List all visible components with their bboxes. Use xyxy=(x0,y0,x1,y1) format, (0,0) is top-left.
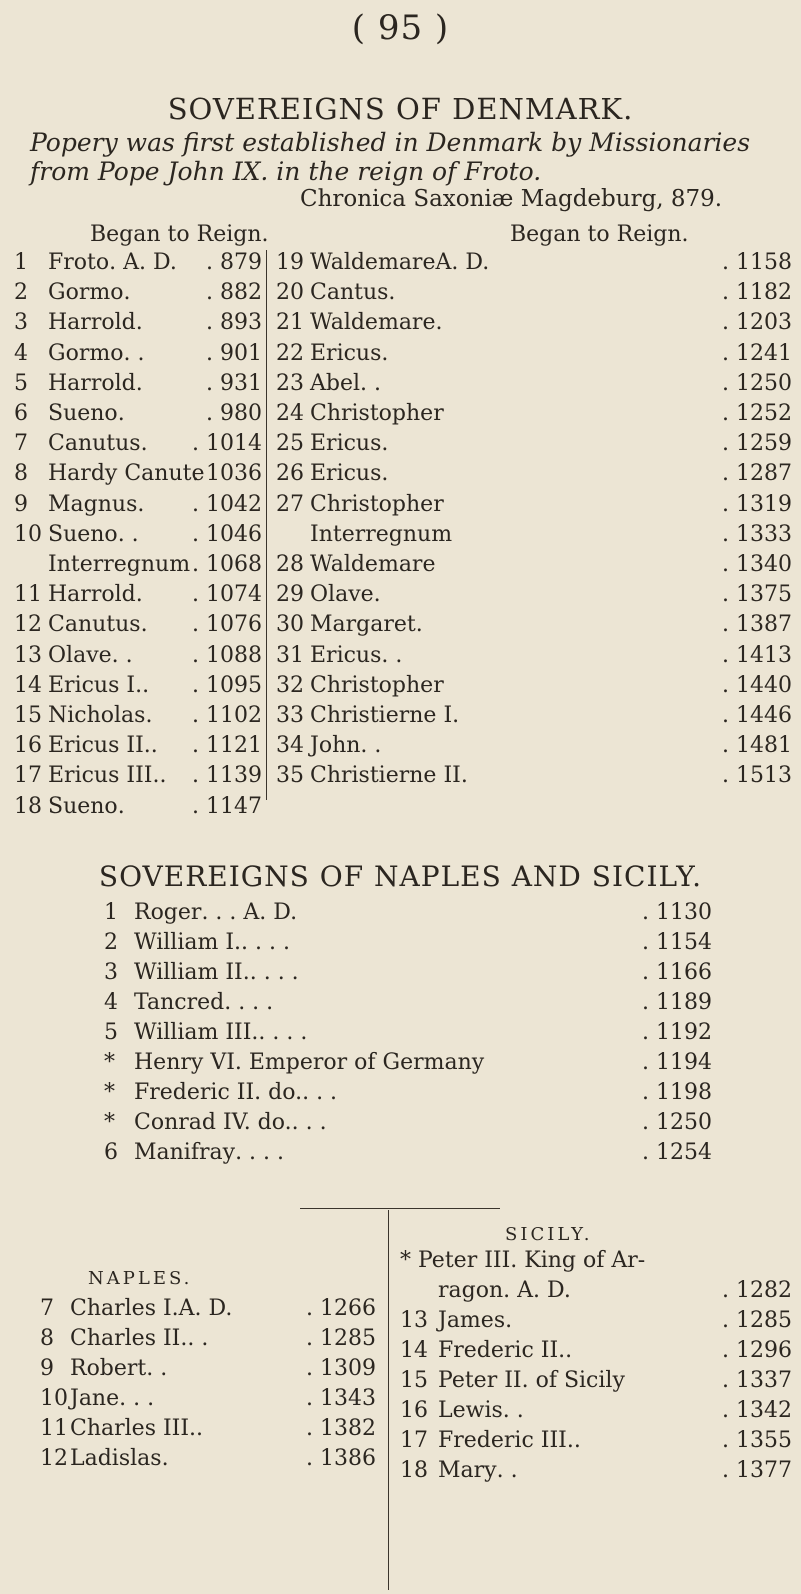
sovereign-name: Frederic II. xyxy=(438,1338,566,1363)
sovereign-name: William II. xyxy=(134,960,250,985)
reign-year: . 1387 xyxy=(722,612,792,638)
list-item xyxy=(40,1384,376,1414)
sovereign-name: Sueno xyxy=(48,521,118,547)
leader-dots: . xyxy=(573,1428,581,1453)
list-item xyxy=(276,580,792,610)
reign-year: . 1158 xyxy=(722,250,792,275)
list-item xyxy=(40,1444,376,1474)
reign-year: . 1130 xyxy=(642,900,712,925)
leader-dots: . xyxy=(135,310,143,336)
sovereign-name: Sueno xyxy=(48,793,118,819)
leader-dots: . . xyxy=(360,370,382,396)
reign-year: . 1250 xyxy=(722,370,792,396)
list-item xyxy=(14,459,262,489)
reign-year: . 1342 xyxy=(722,1398,792,1423)
entry-number: 29 xyxy=(276,582,304,608)
reign-year: . 1074 xyxy=(192,582,262,608)
list-item xyxy=(276,308,792,338)
entry-number: 12 xyxy=(14,612,42,638)
reign-year: . 1189 xyxy=(642,990,712,1015)
entry-number: 2 xyxy=(14,280,28,306)
leader-dots: . xyxy=(159,763,167,789)
entry-number: 17 xyxy=(14,763,42,789)
sovereign-name: Canutus xyxy=(48,431,141,457)
entry-number: 8 xyxy=(40,1326,54,1351)
reign-year: . 1139 xyxy=(192,763,262,789)
list-item xyxy=(104,988,712,1018)
list-item xyxy=(104,928,712,958)
reign-year: . 1287 xyxy=(722,461,792,487)
list-item xyxy=(276,671,792,701)
list-item xyxy=(400,1336,792,1366)
sovereign-name: Ericus xyxy=(310,461,382,487)
list-item xyxy=(276,399,792,429)
entry-number: 15 xyxy=(14,703,42,728)
list-item xyxy=(104,1138,712,1168)
sovereign-name: Charles III. xyxy=(70,1416,197,1441)
leader-dots: . xyxy=(135,370,143,396)
leader-dots: . . xyxy=(496,1458,518,1483)
entry-number: 7 xyxy=(14,431,28,457)
entry-number: 31 xyxy=(276,642,304,668)
sovereign-name: Ericus III. xyxy=(48,763,160,789)
reign-year: . 1147 xyxy=(192,793,262,819)
sovereign-name: Manifray xyxy=(134,1140,236,1165)
leader-dots: . xyxy=(381,461,389,487)
leader-dots: . . . . xyxy=(249,960,299,985)
sovereign-name: Charles II. xyxy=(70,1326,188,1351)
list-item xyxy=(14,278,262,308)
list-item xyxy=(104,1108,712,1138)
entry-number: 10 xyxy=(14,521,42,547)
column-divider xyxy=(266,250,267,800)
entry-number: 35 xyxy=(276,763,304,789)
entry-number: 21 xyxy=(276,310,304,336)
reign-year: . 1513 xyxy=(722,763,792,789)
sovereign-name: Interregnum xyxy=(310,521,453,547)
leader-dots: . xyxy=(161,1446,169,1471)
sovereign-name: Magnus xyxy=(48,491,138,517)
leader-dots: . . . xyxy=(291,1110,327,1135)
entry-number: 1 xyxy=(104,900,118,925)
reign-year: . 1252 xyxy=(722,401,792,426)
entry-number: 5 xyxy=(104,1020,118,1045)
list-item xyxy=(400,1396,792,1426)
sovereign-name: Olave xyxy=(310,582,374,608)
list-item xyxy=(14,339,262,369)
reign-year: . 1014 xyxy=(192,431,262,457)
list-item xyxy=(14,792,262,822)
entry-number: * xyxy=(104,1050,115,1075)
sovereign-name: Peter II. of Sicily xyxy=(438,1368,625,1393)
entry-number: 34 xyxy=(276,733,304,759)
entry-number: 8 xyxy=(14,461,28,487)
entry-number: 3 xyxy=(14,310,28,336)
entry-number: 6 xyxy=(104,1140,118,1165)
reign-year: . 1250 xyxy=(642,1110,712,1135)
sovereign-name: Christopher xyxy=(310,401,444,426)
reign-year: . 1036 xyxy=(192,461,262,487)
reign-year: . 1337 xyxy=(722,1368,792,1393)
entry-number: 19 xyxy=(276,250,304,275)
list-item xyxy=(104,1078,712,1108)
list-item xyxy=(104,898,712,928)
list-item xyxy=(14,641,262,671)
entry-number: 23 xyxy=(276,370,304,396)
leader-dots: . . xyxy=(381,642,403,668)
leader-dots: . . xyxy=(187,1326,209,1351)
sicily-first-line: * Peter III. King of Ar- xyxy=(400,1248,646,1273)
entry-number: 4 xyxy=(104,990,118,1015)
intro-line-1: Popery was first established in Denmark by Missionaries xyxy=(30,128,751,157)
reign-year: . 1042 xyxy=(192,491,262,517)
leader-dots: . . . . xyxy=(258,1020,308,1045)
list-item xyxy=(14,610,262,640)
leader-dots: . . . xyxy=(119,1386,155,1411)
list-item xyxy=(104,1018,712,1048)
reign-year: . 879 xyxy=(206,250,262,275)
reign-year: . 1285 xyxy=(722,1308,792,1333)
reign-year: . 1203 xyxy=(722,310,792,336)
leader-dots: . . . . xyxy=(241,930,290,955)
entry-number: 26 xyxy=(276,461,304,487)
naples-sicily-divider xyxy=(388,1210,389,1590)
list-item xyxy=(40,1414,376,1444)
list-item xyxy=(276,429,792,459)
entry-number: 30 xyxy=(276,612,304,638)
entry-number: 12 xyxy=(40,1446,68,1471)
leader-dots: . . xyxy=(117,521,139,547)
reign-year: . 1046 xyxy=(192,521,262,547)
list-item xyxy=(276,610,792,640)
leader-dots: A. D. xyxy=(435,250,490,275)
sovereign-name: William III. xyxy=(134,1020,259,1045)
entry-number: 33 xyxy=(276,703,304,728)
list-item xyxy=(14,369,262,399)
entry-number: 25 xyxy=(276,431,304,457)
reign-year: . 1166 xyxy=(642,960,712,985)
sovereign-name: Ladislas xyxy=(70,1446,162,1471)
sovereign-name: Christopher xyxy=(310,672,444,698)
leader-dots: . xyxy=(196,1416,204,1441)
sovereign-name: Christierne II. xyxy=(310,763,468,789)
reign-year: . 1076 xyxy=(192,612,262,638)
reign-year: . 1382 xyxy=(306,1416,376,1441)
sovereign-name: Christopher xyxy=(310,491,444,517)
list-item xyxy=(276,459,792,489)
entry-number: 22 xyxy=(276,340,304,366)
list-item xyxy=(400,1366,792,1396)
entry-number: 7 xyxy=(40,1296,54,1321)
entry-number: 4 xyxy=(14,340,28,366)
sovereign-name: Sueno xyxy=(48,401,118,426)
leader-dots: . xyxy=(381,340,389,366)
entry-number: 18 xyxy=(14,793,42,819)
reign-year: . 1319 xyxy=(722,491,792,517)
list-item xyxy=(400,1306,792,1336)
list-item xyxy=(14,520,262,550)
reign-year: . 1121 xyxy=(192,733,262,759)
sovereign-name: ragon xyxy=(438,1278,504,1303)
entry-number: * xyxy=(104,1110,115,1135)
entry-number: 5 xyxy=(14,370,28,396)
reign-year: . 1194 xyxy=(642,1050,712,1075)
list-item xyxy=(400,1426,792,1456)
sovereign-name: Harrold xyxy=(48,582,136,608)
sovereign-name: Hardy Canute xyxy=(48,461,205,487)
leader-dots: . xyxy=(137,491,145,517)
reign-year: . 893 xyxy=(206,310,262,336)
leader-dots: . xyxy=(388,280,396,306)
sovereign-name: Henry VI. Emperor of Germany xyxy=(134,1050,485,1075)
list-item xyxy=(276,731,792,761)
list-item xyxy=(14,550,262,580)
reign-year: . 1068 xyxy=(192,552,262,577)
leader-dots: . . . . xyxy=(224,990,274,1015)
reign-year: . 1266 xyxy=(306,1296,376,1321)
sovereign-name: Olave xyxy=(48,642,112,668)
leader-dots: . xyxy=(135,582,143,608)
entry-number: 9 xyxy=(40,1356,54,1381)
list-item xyxy=(276,278,792,308)
leader-dots: . . xyxy=(360,733,382,759)
sovereign-name: Christierne I. xyxy=(310,703,460,728)
sovereign-name: Gormo xyxy=(48,340,124,366)
reign-year: . 1296 xyxy=(722,1338,792,1363)
sovereign-name: Tancred xyxy=(134,990,225,1015)
sovereign-name: Frederic II. do. xyxy=(134,1080,303,1105)
reign-year: . 1333 xyxy=(722,521,792,547)
entry-number: 6 xyxy=(14,401,28,426)
list-item xyxy=(276,550,792,580)
entry-number: 32 xyxy=(276,672,304,698)
list-item xyxy=(400,1456,792,1486)
leader-dots: . xyxy=(117,401,125,426)
reign-year: . 1340 xyxy=(722,552,792,577)
list-item xyxy=(276,520,792,550)
leader-dots: . . xyxy=(111,642,133,668)
reign-year: . 1088 xyxy=(192,642,262,668)
leader-dots: . xyxy=(117,793,125,819)
leader-dots: . A. D. xyxy=(109,250,177,275)
leader-dots: . xyxy=(140,612,148,638)
reign-year: . 1192 xyxy=(642,1020,712,1045)
list-item xyxy=(14,731,262,761)
leader-dots: . xyxy=(505,1308,513,1333)
reign-year: . 980 xyxy=(206,401,262,426)
list-item xyxy=(14,490,262,520)
leader-dots: . xyxy=(150,733,158,759)
entry-number: 11 xyxy=(40,1416,68,1441)
sovereign-name: Lewis xyxy=(438,1398,503,1423)
list-item xyxy=(14,580,262,610)
reign-year: . 1285 xyxy=(306,1326,376,1351)
leader-dots: . xyxy=(142,672,150,698)
reign-year: . 931 xyxy=(206,370,262,396)
entry-number: 16 xyxy=(400,1398,428,1423)
entry-number: 11 xyxy=(14,582,42,608)
list-item xyxy=(276,248,792,278)
leader-dots: . xyxy=(373,582,381,608)
reign-year: . 1102 xyxy=(192,703,262,728)
entry-number: 9 xyxy=(14,491,28,517)
reign-year: . 1355 xyxy=(722,1428,792,1453)
denmark-right-header: Began to Reign. xyxy=(510,222,689,247)
list-item xyxy=(276,369,792,399)
reign-year: . 1282 xyxy=(722,1278,792,1303)
sovereign-name: Waldemare xyxy=(310,552,436,577)
denmark-title: SOVEREIGNS OF DENMARK. xyxy=(167,92,634,126)
entry-number: 13 xyxy=(14,642,42,668)
list-item xyxy=(104,1048,712,1078)
leader-dots: . xyxy=(140,431,148,457)
sovereign-name: Mary xyxy=(438,1458,497,1483)
sovereign-name: Ericus II. xyxy=(48,733,151,759)
reign-year: . 1259 xyxy=(722,431,792,457)
list-item xyxy=(400,1276,792,1306)
list-item xyxy=(14,701,262,731)
list-item xyxy=(40,1324,376,1354)
sovereign-name: Robert xyxy=(70,1356,147,1381)
list-item xyxy=(104,958,712,988)
section-rule xyxy=(300,1208,500,1209)
list-item xyxy=(14,248,262,278)
list-item xyxy=(14,671,262,701)
leader-dots: A. D. xyxy=(178,1296,233,1321)
reign-year: . 1440 xyxy=(722,672,792,698)
sovereign-name: Harrold xyxy=(48,370,136,396)
entry-number: 10 xyxy=(40,1386,68,1411)
leader-dots: . xyxy=(435,310,443,336)
list-item xyxy=(276,641,792,671)
leader-dots: . . xyxy=(146,1356,168,1381)
sovereign-name: Frederic III. xyxy=(438,1428,574,1453)
sovereign-name: Canutus xyxy=(48,612,141,638)
reign-year: . 882 xyxy=(206,280,262,306)
list-item xyxy=(14,399,262,429)
intro-line-2: from Pope John IX. in the reign of Froto. xyxy=(30,157,542,186)
sovereign-name: Ericus xyxy=(310,340,382,366)
entry-number: 3 xyxy=(104,960,118,985)
reign-year: . 1198 xyxy=(642,1080,712,1105)
leader-dots: . . xyxy=(123,340,145,366)
entry-number: * xyxy=(104,1080,115,1105)
entry-number: 18 xyxy=(400,1458,428,1483)
sovereign-name: Cantus xyxy=(310,280,389,306)
leader-dots: . xyxy=(565,1338,573,1363)
entry-number: 1 xyxy=(14,250,28,275)
reign-year: . 1481 xyxy=(722,733,792,759)
denmark-left-header: Began to Reign. xyxy=(90,222,269,247)
reign-year: . 901 xyxy=(206,340,262,366)
sovereign-name: Jane xyxy=(70,1386,120,1411)
reign-year: . 1241 xyxy=(722,340,792,366)
sovereign-name: Harrold xyxy=(48,310,136,336)
entry-number: 16 xyxy=(14,733,42,759)
list-item xyxy=(14,308,262,338)
entry-number: 15 xyxy=(400,1368,428,1393)
sovereign-name: Ericus I. xyxy=(48,672,143,698)
sovereign-name: James xyxy=(438,1308,506,1333)
sovereign-name: Abel xyxy=(310,370,361,396)
reign-year: . 1377 xyxy=(722,1458,792,1483)
leader-dots: . . . . xyxy=(235,1140,285,1165)
intro-source: Chronica Saxoniæ Magdeburg, 879. xyxy=(300,186,723,212)
reign-year: . 1375 xyxy=(722,582,792,608)
sovereign-name: Nicholas xyxy=(48,703,146,728)
reign-year: . 1343 xyxy=(306,1386,376,1411)
entry-number: 28 xyxy=(276,552,304,577)
leader-dots: . xyxy=(123,280,131,306)
reign-year: . 1413 xyxy=(722,642,792,668)
sovereign-name: Ericus xyxy=(310,642,382,668)
list-item xyxy=(276,701,792,731)
entry-number: 13 xyxy=(400,1308,428,1333)
reign-year: . 1095 xyxy=(192,672,262,698)
leader-dots: . xyxy=(381,431,389,457)
entry-number: 24 xyxy=(276,401,304,426)
page-number: ( 95 ) xyxy=(351,8,450,48)
entry-number: 27 xyxy=(276,491,304,517)
sovereign-name: William I. xyxy=(134,930,242,955)
reign-year: . 1446 xyxy=(722,703,792,728)
reign-year: . 1386 xyxy=(306,1446,376,1471)
sovereign-name: John xyxy=(310,733,361,759)
entry-number: 14 xyxy=(14,672,42,698)
leader-dots: . A. D. xyxy=(503,1278,571,1303)
reign-year: . 1254 xyxy=(642,1140,712,1165)
sovereign-name: Roger xyxy=(134,900,202,925)
list-item xyxy=(14,429,262,459)
entry-number: 2 xyxy=(104,930,118,955)
naples-sicily-title: SOVEREIGNS OF NAPLES AND SICILY. xyxy=(98,860,703,893)
list-item xyxy=(14,761,262,791)
sovereign-name: Waldemare xyxy=(310,310,436,336)
list-item xyxy=(40,1354,376,1384)
leader-dots: . . xyxy=(502,1398,524,1423)
entry-number: 20 xyxy=(276,280,304,306)
reign-year: . 1154 xyxy=(642,930,712,955)
sovereign-name: Waldemare xyxy=(310,250,436,275)
leader-dots: . xyxy=(415,612,423,638)
sovereign-name: Charles I. xyxy=(70,1296,179,1321)
sovereign-name: Margaret xyxy=(310,612,416,638)
sovereign-name: Interregnum xyxy=(48,552,191,577)
entry-number: 17 xyxy=(400,1428,428,1453)
sovereign-name: Gormo xyxy=(48,280,124,306)
reign-year: . 1182 xyxy=(722,280,792,306)
entry-number: 14 xyxy=(400,1338,428,1363)
leader-dots: . . . A. D. xyxy=(201,900,298,925)
leader-dots: . xyxy=(145,703,153,728)
list-item xyxy=(276,761,792,791)
list-item xyxy=(276,490,792,520)
leader-dots: . . . xyxy=(302,1080,338,1105)
list-item xyxy=(40,1294,376,1324)
reign-year: . 1309 xyxy=(306,1356,376,1381)
sovereign-name: Conrad IV. do. xyxy=(134,1110,292,1135)
sicily-heading: SICILY. xyxy=(505,1224,593,1245)
sovereign-name: Ericus xyxy=(310,431,382,457)
sovereign-name: Froto xyxy=(48,250,110,275)
naples-heading: NAPLES. xyxy=(88,1268,193,1289)
list-item xyxy=(276,339,792,369)
